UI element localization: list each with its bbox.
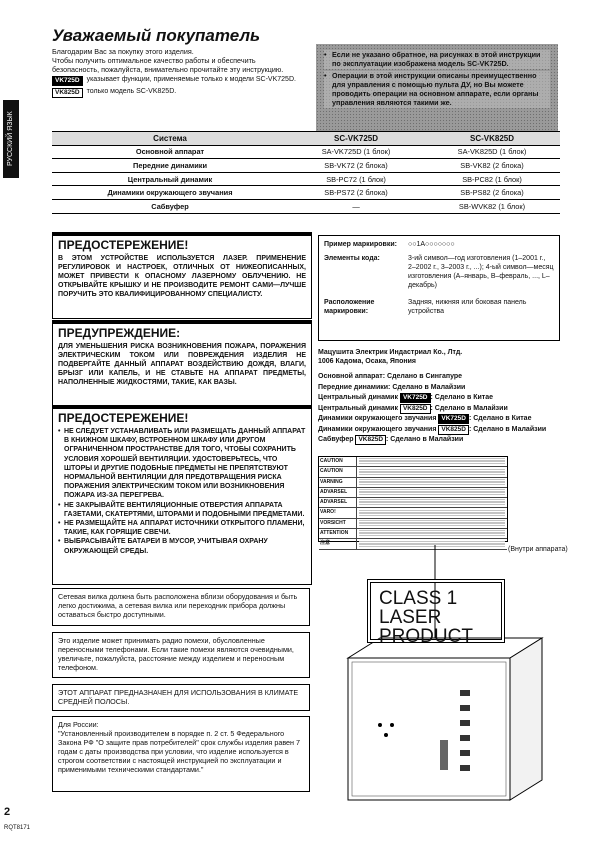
manufacturer-address: 1006 Кадома, Осака, Япония [318,358,417,365]
table-cell: Центральный динамик [52,172,288,186]
vk825d-badge: VK825D [438,425,469,435]
origin-main: Основной аппарат: Сделано в Сингапуре [318,373,463,380]
marking-location-value: Задняя, нижняя или боковая панель устройства [408,299,527,315]
label-row [319,498,507,508]
label-fine-print [359,479,505,486]
page-title: Уважаемый покупатель [52,26,261,45]
label-row [319,508,507,518]
vk725d-badge: VK725D [438,414,469,424]
laser-caution-box [52,232,312,319]
date-code-box [318,235,560,341]
origin-center-vk825d [318,404,560,415]
marking-example-value: ○○1A○○○○○○○ [408,241,455,248]
caution-heading: ПРЕДОСТЕРЕЖЕНИЕ! [58,411,189,425]
table-cell: Динамики окружающего звучания [52,186,288,200]
intro-section [52,47,297,98]
origin-label: Центральный динамик [318,404,398,412]
origin-label: Динамики окружающего звучания [318,425,437,433]
russia-service-life-note [52,716,310,792]
vk825d-badge: VK825D [355,435,386,445]
caution-item: • НЕ РАЗМЕЩАЙТЕ НА АППАРАТ ИСТОЧНИКИ ОТКРЫТОГО ПЛАМЕНИ, ТАКИЕ, КАК ГОРЯЩИЕ СВЕЧИ. [58,519,306,537]
document-code: RQT8171 [4,825,31,831]
label-key: ATTENTION [319,529,357,538]
origin-value: : Сделано в Малайзии [468,425,547,433]
label-key: VARO! [319,508,357,517]
cabinet-front [348,658,510,800]
code-elements-value: 3-ий символ—год изготовления (1–2001 г., 2–2002 г., 3–2003 г., ...); 4-ый символ—месяц изготовления (А–январь, В–февраль, ..., L–декабрь) [408,255,554,289]
origin-value: : Сделано в Китае [468,415,532,422]
table-cell: SB-WVK82 (1 блок) [424,199,560,213]
russia-heading: Для России: [58,720,99,729]
caution-heading: ПРЕДОСТЕРЕЖЕНИЕ! [58,238,189,252]
laser-class-text: CLASS 1 [379,588,458,609]
origin-value: : Сделано в Китае [430,394,494,401]
radio-interference-note: Это изделие может принимать радио помехи, обусловленные переносными телефонами. Если такие помехи являются очевидными, увеличьте, пожалуйста, расстояние между изделием и переносным телефоном. [52,632,310,678]
fire-warning-box [52,320,312,407]
label-location-note: (Внутри аппарата) [508,546,568,553]
label-key: 注意 [319,539,357,548]
language-side-tab: РУССКИЙ ЯЗЫК [3,100,19,178]
intro-thanks: Благодарим Вас за покупку этого изделия. [52,47,194,56]
ventilation-caution-box [52,405,312,585]
caution-item: • НЕ СЛЕДУЕТ УСТАНАВЛИВАТЬ ИЛИ РАЗМЕЩАТЬ ДАННЫЙ АППАРАТ В КНИЖНОМ ШКАФУ, ВСТРОЕННОМ ШКАФУ ИЛИ ДРУГОМ ОГРАНИЧЕННОМ ПРОСТРАНСТВЕ ДЛЯ ТОГО, ЧТОБЫ СОХРАНИТЬ УСЛОВИЯ ХОРОШЕЙ ВЕНТИЛЯЦИИ. УДОСТОВЕРЬТЕСЬ, ЧТО ШТОРЫ И ДРУГИЕ ПОДОБНЫЕ ПРЕДМЕТЫ НЕ ПРЕПЯТСТВУЮТ НОРМАЛЬНОЙ ВЕНТИЛЯЦИИ ДЛЯ ПРЕДОТВРАЩЕНИЯ РИСКА ПОРАЖЕНИЯ ЭЛЕКТРИЧЕСКИМ ТОКОМ ИЛИ ВОЗНИКНОВЕНИЯ ПОЖАРА ИЗ-ЗА ПЕРЕГРЕВА. [58,427,306,501]
climate-note: ЭТОТ АППАРАТ ПРЕДНАЗНАЧЕН ДЛЯ ИСПОЛЬЗОВАНИЯ В КЛИМАТЕ СРЕДНЕЙ ПОЛОСЫ. [52,684,310,711]
mains-plug-note: Сетевая вилка должна быть расположена вблизи оборудования и быть легко достижима, а сетевая вилка или переходник прибора должны оставаться быстро доступными. [52,588,310,626]
origin-value: : Сделано в Малайзии [430,404,508,412]
table-row [52,145,560,159]
manufacturer-name: Мацушита Электрик Индастриал Ко., Лтд. [318,349,463,356]
model-note-vk725d [52,76,297,86]
marking-location [324,298,554,316]
label-row [319,467,507,477]
label-key: ADVARSEL [319,488,357,497]
table-cell: SB-PS72 (2 блока) [288,186,424,200]
warning-heading: ПРЕДУПРЕЖДЕНИЕ: [58,326,181,340]
illustration-note-box [316,44,558,132]
caution-item: • ВЫБРАСЫВАЙТЕ БАТАРЕИ В МУСОР, УЧИТЫВАЯ ОХРАНУ ОКРУЖАЮЩЕЙ СРЕДЫ. [58,537,306,555]
label-row [319,488,507,498]
vk725d-note: указывает функции, применяемые только к модели SC-VK725D. [86,76,296,83]
vk725d-badge: VK725D [52,76,83,86]
label-key: VARNING [319,478,357,487]
table-header: SC-VK825D [424,132,560,146]
origin-value: : Сделано в Малайзии [386,436,464,443]
table-row [52,199,560,213]
origin-subwoofer [318,435,560,446]
marking-location-label: Расположение маркировки: [324,299,375,315]
label-fine-print [359,499,505,506]
label-key: VORSICHT [319,519,357,528]
vk725d-badge: VK725D [400,393,431,403]
table-cell: Передние динамики [52,159,288,173]
label-fine-print [359,520,505,527]
origin-front: Передние динамики: Сделано в Малайзии [318,383,466,391]
label-fine-print [359,530,505,537]
marking-example-label: Пример маркировки: [324,241,397,248]
note-item: • Если не указано обратное, на рисунках в этой инструкции по эксплуатации изображена модель SC-VK725D. [324,50,550,69]
origin-label: Центральный динамик [318,394,398,401]
table-header-row [52,132,560,146]
table-row [52,172,560,186]
vk825d-badge: VK825D [400,404,431,414]
label-fine-print [359,468,505,475]
cabinet-side [510,638,542,800]
table-cell: — [288,199,424,213]
label-key: CAUTION [319,457,357,466]
label-fine-print [359,509,505,516]
table-cell: SA-VK725D (1 блок) [288,145,424,159]
code-elements [324,254,554,290]
table-cell: SB-PS82 (2 блока) [424,186,560,200]
table-row [52,159,560,173]
russia-text: "Установленный производителем в порядке п. 2 ст. 5 Федерального Закона РФ "О защите прав потребителей" срок службы изделия равен 7 годам с даты производства при условии, что изделие используется в строгом соответствии с настоящей инструкцией по эксплуатации и применимыми техническими стандартами." [58,729,301,774]
table-cell: SB-VK72 (2 блока) [288,159,424,173]
origin-label: Сабвуфер [318,436,354,443]
table-cell: Основной аппарат [52,145,288,159]
table-header: Система [52,132,288,146]
caution-item: • НЕ ЗАКРЫВАЙТЕ ВЕНТИЛЯЦИОННЫЕ ОТВЕРСТИЯ АППАРАТА ГАЗЕТАМИ, СКАТЕРТЯМИ, ШТОРАМИ И ПОДОБНЫМИ ПРЕДМЕТАМИ. [58,501,306,519]
caution-text: В ЭТОМ УСТРОЙСТВЕ ИСПОЛЬЗУЕТСЯ ЛАЗЕР. ПРИМЕНЕНИЕ РЕГУЛИРОВОК И НАСТРОЕК, ОТЛИЧНЫХ ОТ НИЖЕОПИСАННЫХ, МОЖЕТ ПРИВЕСТИ К ОПАСНОМУ ЛАЗЕРНОМУ ОБЛУЧЕНИЮ. НЕ ОТКРЫВАЙТЕ КРЫШКУ И НЕ ПРОИЗВОДИТЕ РЕМОНТ САМИ—ЛУЧШЕ ПОРУЧИТЬ ЭТО КВАЛИФИЦИРОВАННОМУ СПЕЦИАЛИСТУ. [58,255,306,298]
label-row [319,478,507,488]
code-elements-label: Элементы кода: [324,255,380,262]
origin-surround-vk725d [318,414,560,425]
label-key: CAUTION [319,467,357,476]
table-cell: Сабвуфер [52,199,288,213]
table-cell: SA-VK825D (1 блок) [424,145,560,159]
manufacturer [318,348,560,366]
class1-laser-label [370,582,502,647]
note-item: • Операции в этой инструкции описаны преимущественно для управления с помощью пульта ДУ, но Вы можете проводить операции на основном аппарате, если органы управления являются такими же. [324,71,550,108]
table-row [52,186,560,200]
label-key: ADVARSEL [319,498,357,507]
origin-center-vk725d [318,393,560,404]
marking-example [324,240,554,249]
table-cell: SB-PC82 (1 блок) [424,172,560,186]
safety-label-sheet [318,456,508,547]
table-cell: SB-VK82 (2 блока) [424,159,560,173]
system-components-table [52,131,560,214]
table-header: SC-VK725D [288,132,424,146]
label-fine-print [359,458,505,465]
label-row [319,457,507,467]
origin-surround-vk825d [318,425,560,436]
origin-label: Динамики окружающего звучания [318,415,437,422]
intro-read-manual: Чтобы получить оптимальное качество работы и обеспечить безопасность, пожалуйста, внимательно прочитайте эту инструкцию. [52,56,284,74]
laser-product-text: LASER PRODUCT [379,607,473,647]
table-cell: SB-PC72 (1 блок) [288,172,424,186]
label-fine-print [359,489,505,496]
vk825d-badge: VK825D [52,88,83,98]
country-of-origin [318,372,560,446]
vk825d-note: только модель SC-VK825D. [86,88,177,95]
page-number: 2 [4,806,11,818]
unit-illustration [340,540,560,805]
model-note-vk825d [52,88,297,98]
label-row [319,519,507,529]
label-row [319,529,507,539]
warning-text: ДЛЯ УМЕНЬШЕНИЯ РИСКА ВОЗНИКНОВЕНИЯ ПОЖАРА, ПОРАЖЕНИЯ ЭЛЕКТРИЧЕСКИМ ТОКОМ ИЛИ ПОВРЕЖДЕНИЯ ИЗДЕЛИЯ НЕ ПОДВЕРГАЙТЕ ДАННЫЙ АППАРАТ ВОЗДЕЙСТВИЮ ДОЖДЯ, ВЛАГИ, БРЫЗГ ИЛИ КАПЕЛЬ, И НЕ СТАВЬТЕ НА АППАРАТ ПРЕДМЕТЫ, НАПОЛНЕННЫЕ ЖИДКОСТЯМИ, ТАКИЕ, КАК ВАЗЫ. [58,343,306,386]
